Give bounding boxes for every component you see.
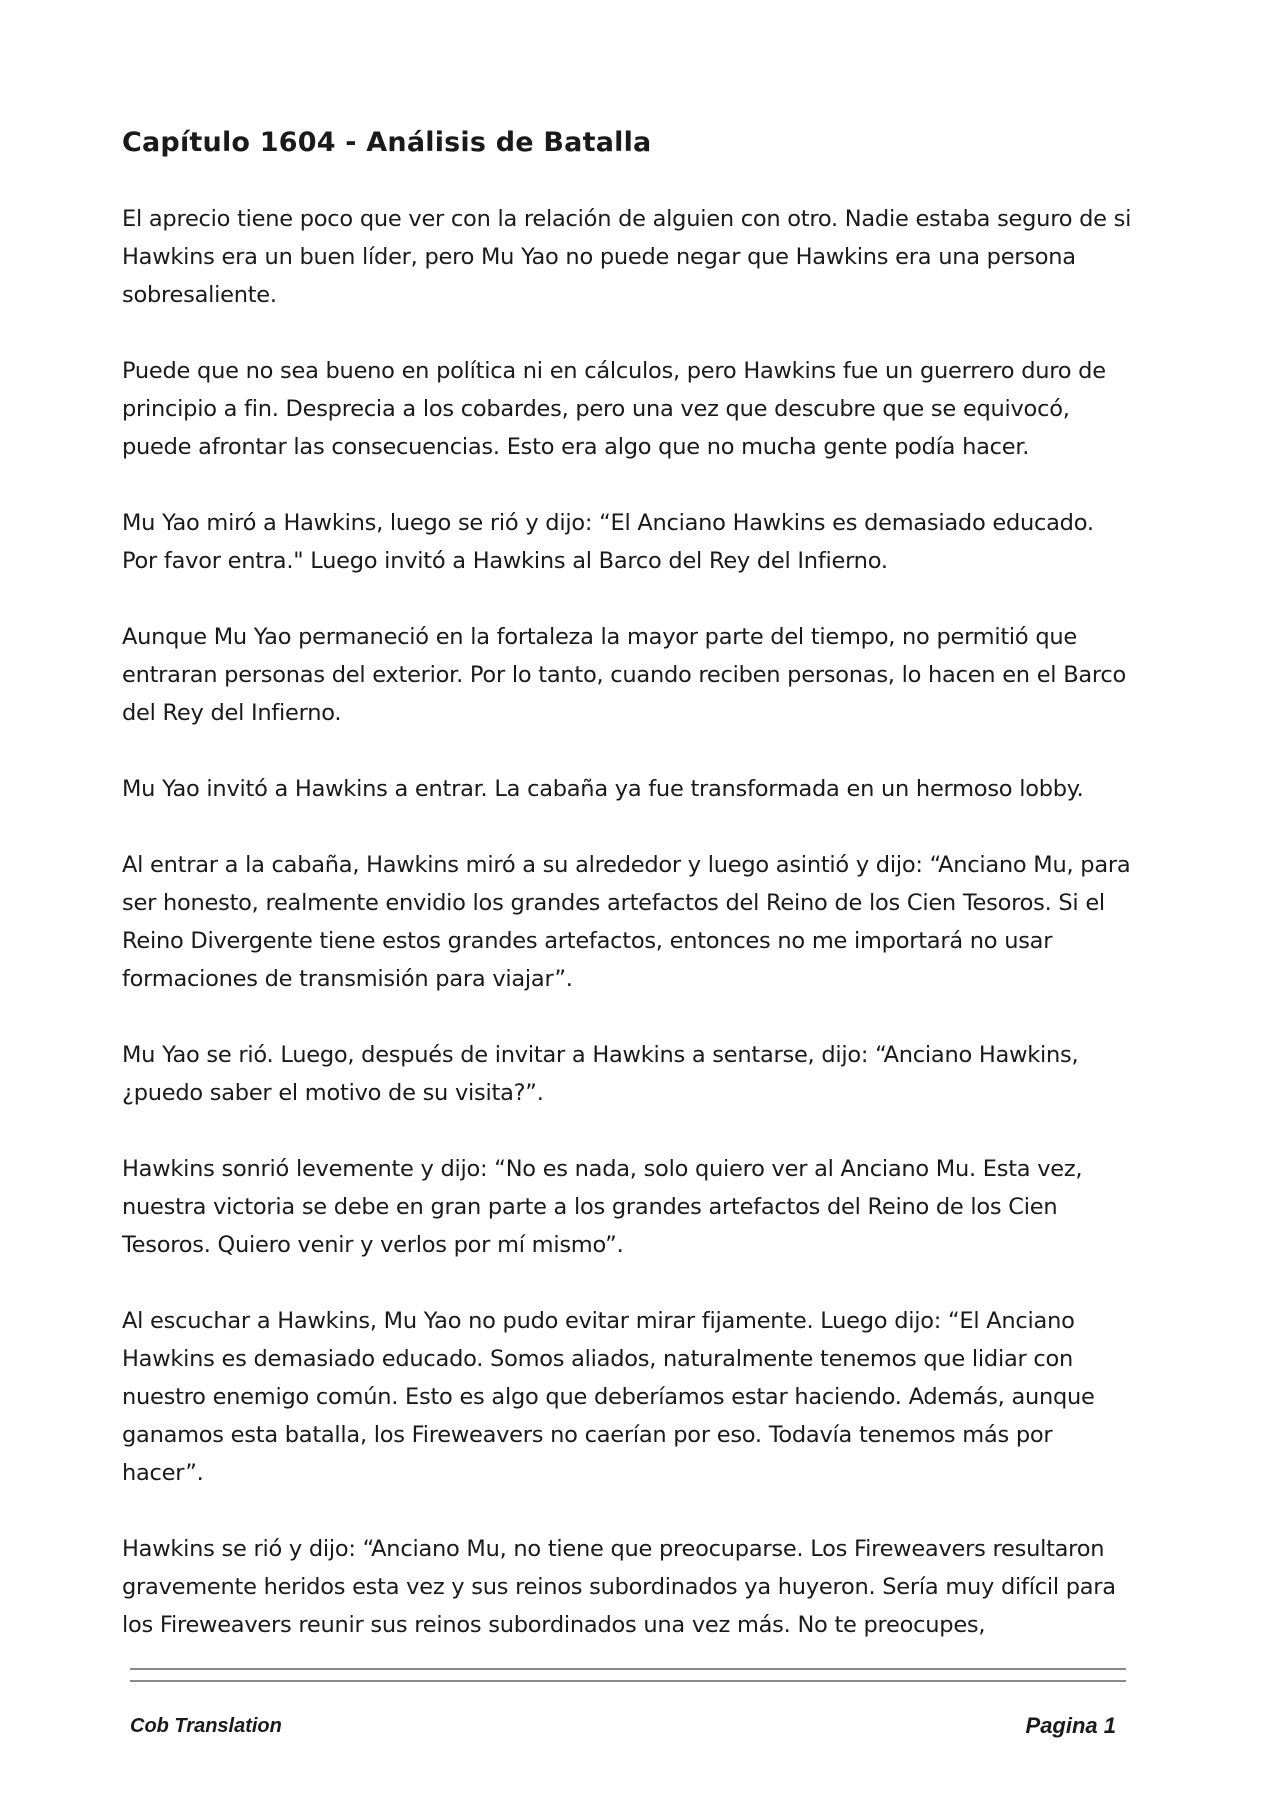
paragraph: Hawkins se rió y dijo: “Anciano Mu, no tiene que preocuparse. Los Fireweavers resultaron gravemente heridos esta vez y sus reinos subordinados ya huyeron. Sería muy difícil para los Fireweavers reunir sus reinos subordinados una vez más. No te preocupes,	[122, 1536, 1116, 1638]
paragraph: Mu Yao se rió. Luego, después de invitar a Hawkins a sentarse, dijo: “Anciano Hawkins, ¿puedo saber el motivo de su visita?”.	[122, 1042, 1079, 1106]
chapter-title: Capítulo 1604 - Análisis de Batalla	[122, 127, 652, 158]
paragraph: Hawkins sonrió levemente y dijo: “No es nada, solo quiero ver al Anciano Mu. Esta vez, nuestra victoria se debe en gran parte a los grandes artefactos del Reino de los Cien Tesoros. Quiero venir y verlos por mí mismo”.	[122, 1156, 1083, 1258]
body-text	[122, 200, 1132, 1682]
footer-divider-bottom	[130, 1680, 1126, 1682]
paragraph: Mu Yao miró a Hawkins, luego se rió y dijo: “El Anciano Hawkins es demasiado educado. Por favor entra." Luego invitó a Hawkins al Barco del Rey del Infierno.	[122, 510, 1094, 574]
footer-divider-top	[130, 1668, 1126, 1670]
paragraph: Al entrar a la cabaña, Hawkins miró a su alrededor y luego asintió y dijo: “Anciano Mu, para ser honesto, realmente envidio los grandes artefactos del Reino de los Cien Tesoros. Si el Reino Divergente tiene estos grandes artefactos, entonces no me importará no usar formaciones de transmisión para viajar”.	[122, 852, 1131, 992]
paragraph: Aunque Mu Yao permaneció en la fortaleza la mayor parte del tiempo, no permitió que entraran personas del exterior. Por lo tanto, cuando reciben personas, lo hacen en el Barco del Rey del Infierno.	[122, 624, 1127, 726]
paragraph: Al escuchar a Hawkins, Mu Yao no pudo evitar mirar fijamente. Luego dijo: “El Anciano Hawkins es demasiado educado. Somos aliados, naturalmente tenemos que lidiar con nuestro enemigo común. Esto es algo que deberíamos estar haciendo. Además, aunque ganamos esta batalla, los Fireweavers no caerían por eso. Todavía tenemos más por hacer”.	[122, 1308, 1095, 1486]
paragraph: Puede que no sea bueno en política ni en cálculos, pero Hawkins fue un guerrero duro de principio a fin. Desprecia a los cobardes, pero una vez que descubre que se equivocó, puede afrontar las consecuencias. Esto era algo que no mucha gente podía hacer.	[122, 358, 1106, 460]
paragraph: El aprecio tiene poco que ver con la relación de alguien con otro. Nadie estaba seguro de si Hawkins era un buen líder, pero Mu Yao no puede negar que Hawkins era una persona sobresaliente.	[122, 206, 1132, 308]
footer-page-number: Pagina 1	[1025, 1713, 1116, 1738]
footer-translator: Cob Translation	[130, 1715, 282, 1737]
paragraph: Mu Yao invitó a Hawkins a entrar. La cabaña ya fue transformada en un hermoso lobby.	[122, 776, 1084, 802]
